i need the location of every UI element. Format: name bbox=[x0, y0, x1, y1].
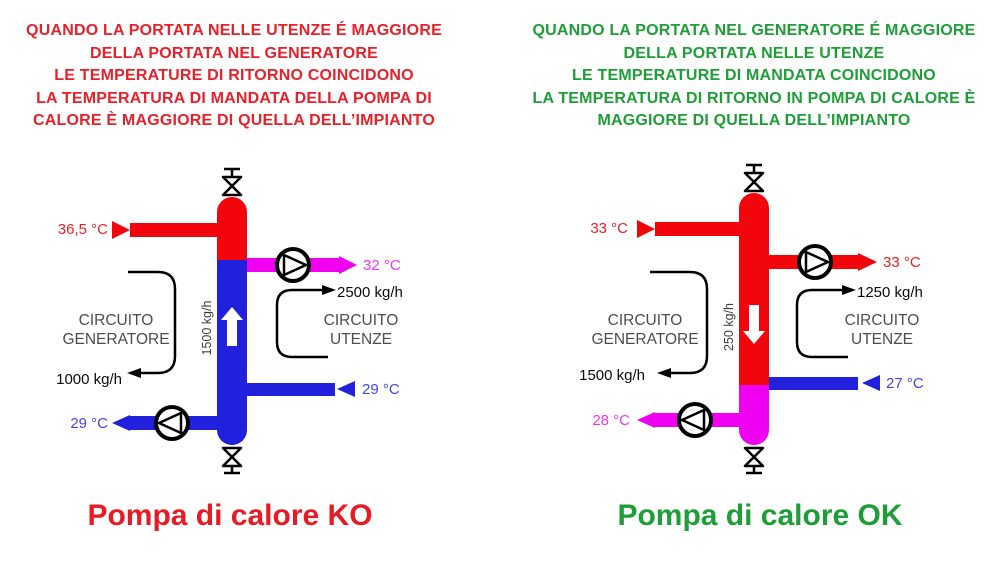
utenze-return-pipe bbox=[769, 377, 858, 390]
circuit-utenze-label: CIRCUITO bbox=[323, 312, 399, 329]
separator-flow-label: 250 kg/h bbox=[722, 303, 736, 351]
circuit-generator-label: CIRCUITO bbox=[78, 312, 154, 329]
title-ok-line: DELLA PORTATA NELLE UTENZE bbox=[623, 44, 885, 62]
separator-hot-section bbox=[217, 197, 247, 260]
separator-flow-label: 1500 kg/h bbox=[200, 300, 214, 356]
generator-supply-pipe bbox=[130, 223, 217, 237]
separator-warm-section bbox=[739, 385, 769, 445]
generator-pump-icon bbox=[156, 407, 188, 439]
circuit-utenze-label: UTENZE bbox=[330, 331, 392, 348]
title-ok-line: LE TEMPERATURE DI MANDATA COINCIDONO bbox=[572, 67, 936, 84]
title-ko-line: QUANDO LA PORTATA NELLE UTENZE É MAGGIORE bbox=[26, 22, 442, 39]
utenze-return-temp-label: 27 °C bbox=[886, 375, 924, 392]
generator-pump-icon bbox=[679, 404, 711, 436]
title-ok-line: MAGGIORE DI QUELLA DELL’IMPIANTO bbox=[597, 112, 911, 129]
utenze-pump-icon bbox=[277, 249, 309, 281]
utenze-flow-arrowhead bbox=[842, 285, 856, 295]
title-ko-line: CALORE È MAGGIORE DI QUELLA DELL’IMPIANTO bbox=[33, 112, 435, 129]
inlet-temp-label: 36,5 °C bbox=[57, 221, 108, 238]
utenze-return-arrow bbox=[337, 381, 355, 397]
utenze-flow-label: 2500 kg/h bbox=[337, 284, 403, 301]
utenze-circuit-bracket bbox=[797, 290, 848, 357]
utenze-pump-icon bbox=[799, 246, 831, 278]
generator-flow-label: 1000 kg/h bbox=[56, 371, 122, 388]
utenze-supply-temp-label: 32 °C bbox=[363, 257, 401, 274]
circuit-generator-label: GENERATORE bbox=[591, 331, 699, 348]
utenze-supply-arrow bbox=[339, 256, 357, 274]
circuit-generator-label: CIRCUITO bbox=[607, 312, 683, 329]
generator-return-temp-label: 28 °C bbox=[592, 412, 630, 429]
title-ko-line: LE TEMPERATURE DI RITORNO COINCIDONO bbox=[54, 67, 414, 84]
caption-ok: Pompa di calore OK bbox=[617, 499, 903, 532]
utenze-circuit-bracket bbox=[277, 290, 328, 357]
separator-hot-section bbox=[739, 193, 769, 385]
bottom-valve-icon bbox=[223, 448, 241, 473]
generator-flow-arrowhead bbox=[657, 368, 671, 378]
utenze-return-arrow bbox=[862, 375, 880, 391]
title-ok-line: QUANDO LA PORTATA NEL GENERATORE É MAGGIORE bbox=[532, 22, 976, 39]
title-ok-line: LA TEMPERATURA DI RITORNO IN POMPA DI CALORE È bbox=[532, 89, 976, 107]
generator-return-temp-label: 29 °C bbox=[70, 415, 108, 432]
generator-return-arrow bbox=[112, 415, 130, 431]
generator-supply-pipe bbox=[655, 222, 739, 236]
circuit-utenze-label: CIRCUITO bbox=[844, 312, 920, 329]
bottom-valve-icon bbox=[745, 448, 763, 473]
circuit-generator-label: GENERATORE bbox=[62, 331, 170, 348]
diagram-ok bbox=[579, 165, 924, 473]
generator-flow-arrowhead bbox=[127, 368, 141, 378]
utenze-supply-temp-label: 33 °C bbox=[883, 254, 921, 271]
utenze-return-temp-label: 29 °C bbox=[362, 381, 400, 398]
generator-flow-label: 1500 kg/h bbox=[579, 367, 645, 384]
generator-supply-arrow bbox=[112, 221, 130, 239]
title-ko-line: DELLA PORTATA NEL GENERATORE bbox=[90, 44, 378, 62]
top-valve-icon bbox=[745, 165, 763, 191]
title-ko-line: LA TEMPERATURA DI MANDATA DELLA POMPA DI bbox=[36, 89, 432, 107]
utenze-flow-label: 1250 kg/h bbox=[857, 284, 923, 301]
utenze-flow-arrowhead bbox=[322, 285, 336, 295]
inlet-temp-label: 33 °C bbox=[590, 220, 628, 237]
generator-supply-arrow bbox=[637, 220, 655, 238]
utenze-supply-arrow bbox=[858, 253, 877, 271]
generator-return-arrow bbox=[637, 412, 655, 428]
separator-cold-section bbox=[217, 260, 247, 445]
utenze-return-pipe bbox=[247, 383, 335, 396]
circuit-utenze-label: UTENZE bbox=[851, 331, 913, 348]
top-valve-icon bbox=[223, 169, 241, 195]
diagram-ko bbox=[56, 169, 403, 473]
caption-ko: Pompa di calore KO bbox=[87, 499, 373, 532]
